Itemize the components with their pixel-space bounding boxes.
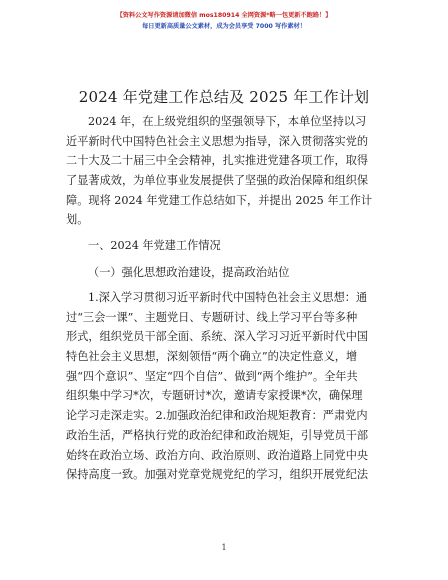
subsection-heading: （一）强化思想政治建设，提高政治站位 [88,266,290,279]
intro-line: 划。 [66,213,89,227]
body-line: 特色社会主义思想，深刻领悟“两个确立”的决定性意义，增 [66,350,358,364]
body-line: 过“三会一课”、主题党日、专题研讨、线上学习平台等多种 [66,310,358,324]
page-number: 1 [221,543,227,552]
promo-banner-line-1: 【资料公文写作资源请加微信 mos180914 全网资源*略一包更新不跑路！】 [116,12,332,19]
section-heading: 一、2024 年党建工作情况 [88,239,221,252]
intro-line: 二十大及二十届三中全会精神，扎实推进党建各项工作，取得 [66,154,369,168]
body-line: 强“四个意识”、坚定“四个自信”、做到“两个维护”。全年共 [66,369,358,383]
intro-paragraph [66,112,378,230]
body-paragraph [66,288,378,485]
body-line: 1.深入学习贯彻习近平新时代中国特色社会主义思想：通 [88,291,368,304]
intro-line: 障。现将 2024 年党建工作总结如下，并提出 2025 年工作计 [66,193,373,207]
intro-line: 近平新时代中国特色社会主义思想为指导，深入贯彻落实党的 [66,134,369,148]
intro-line: 2024 年，在上级党组织的坚强领导下，本单位坚持以习 [88,115,367,128]
body-line: 形式，组织党员干部全面、系统、深入学习习近平新时代中国 [66,330,369,344]
promo-banner-line-2: 每日更新高质量公文素材，成为会员享受 7000 写作素材！ [142,23,306,30]
body-line: 始终在政治立场、政治方向、政治原则、政治道路上同党中央 [66,448,369,462]
body-line: 论学习走深走实。2.加强政治纪律和政治规矩教育：严肃党内 [66,409,368,423]
body-line: 组织集中学习*次，专题研讨*次，邀请专家授课*次，确保理 [66,389,363,403]
intro-line: 了显著成效，为单位事业发展提供了坚强的政治保障和组织保 [66,174,369,188]
document-title: 2024 年党建工作总结及 2025 年工作计划 [78,88,370,106]
body-line: 保持高度一致。加强对党章党规党纪的学习，组织开展党纪法 [66,468,369,482]
body-line: 政治生活，严格执行党的政治纪律和政治规矩，引导党员干部 [66,428,369,442]
